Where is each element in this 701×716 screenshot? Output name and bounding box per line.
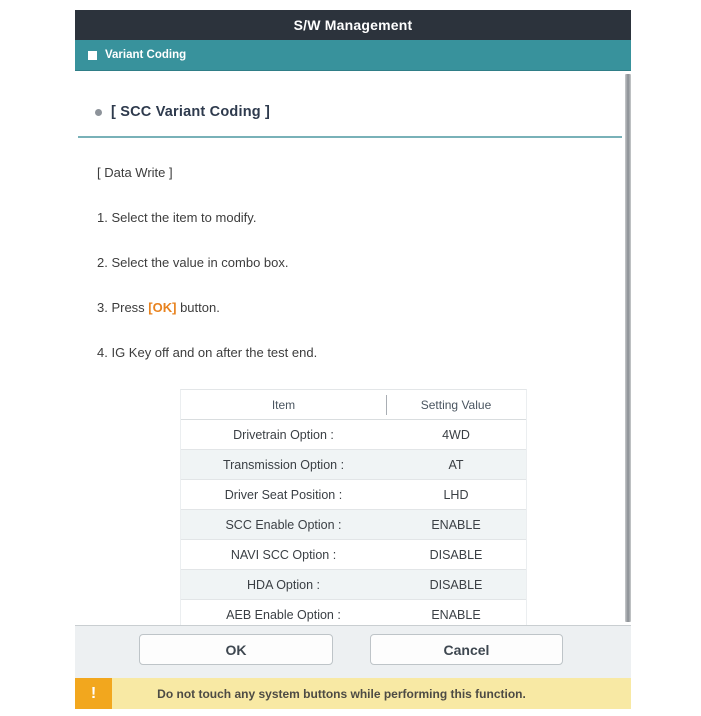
section-square-icon (88, 51, 97, 60)
setting-value-cell[interactable]: DISABLE (429, 577, 483, 592)
header-column-divider (386, 395, 387, 415)
table-row[interactable]: AEB Enable Option : ENABLE (181, 600, 526, 625)
setting-value-cell[interactable]: ENABLE (431, 607, 481, 622)
step-2: 2. Select the value in combo box. (97, 255, 289, 270)
section-bar (75, 40, 631, 71)
step-3: 3. Press [OK] button. (97, 300, 220, 315)
table-row[interactable]: SCC Enable Option : ENABLE (181, 510, 526, 540)
page-title: S/W Management (293, 17, 413, 33)
column-header-item: Item (271, 397, 296, 412)
table-row[interactable]: NAVI SCC Option : DISABLE (181, 540, 526, 570)
step-1: 1. Select the item to modify. (97, 210, 257, 225)
table-row[interactable]: Drivetrain Option : 4WD (181, 420, 526, 450)
setting-value-cell[interactable]: LHD (443, 487, 469, 502)
ok-button[interactable]: OK (139, 634, 333, 665)
heading-divider (78, 136, 622, 138)
settings-table (180, 389, 527, 625)
bullet-icon (95, 109, 102, 116)
scc-heading: [ SCC Variant Coding ] (111, 104, 271, 120)
table-header-row (181, 390, 526, 420)
warning-bar (75, 678, 631, 709)
setting-value-cell[interactable]: 4WD (442, 427, 470, 442)
instructions (75, 165, 631, 361)
step-4: 4. IG Key off and on after the test end. (97, 345, 318, 360)
setting-value-cell[interactable]: ENABLE (431, 517, 481, 532)
warning-message: Do not touch any system buttons while performing this function. (112, 678, 631, 709)
column-header-setting-value: Setting Value (420, 397, 492, 412)
ok-highlight: [OK] (148, 300, 177, 315)
scc-heading-row (75, 71, 631, 120)
table-row[interactable]: Transmission Option : AT (181, 450, 526, 480)
cancel-button[interactable]: Cancel (370, 634, 563, 665)
table-row[interactable]: Driver Seat Position : LHD (181, 480, 526, 510)
title-bar (75, 10, 631, 40)
exclamation-icon: ! (75, 678, 112, 709)
section-label: Variant Coding (105, 49, 187, 61)
content-area (75, 71, 631, 625)
button-footer (75, 625, 631, 678)
sw-management-window (75, 10, 631, 709)
table-row[interactable]: HDA Option : DISABLE (181, 570, 526, 600)
vertical-scrollbar[interactable] (625, 74, 631, 622)
setting-value-cell[interactable]: AT (448, 457, 464, 472)
setting-value-cell[interactable]: DISABLE (429, 547, 483, 562)
data-write-subtitle: [ Data Write ] (97, 165, 173, 180)
